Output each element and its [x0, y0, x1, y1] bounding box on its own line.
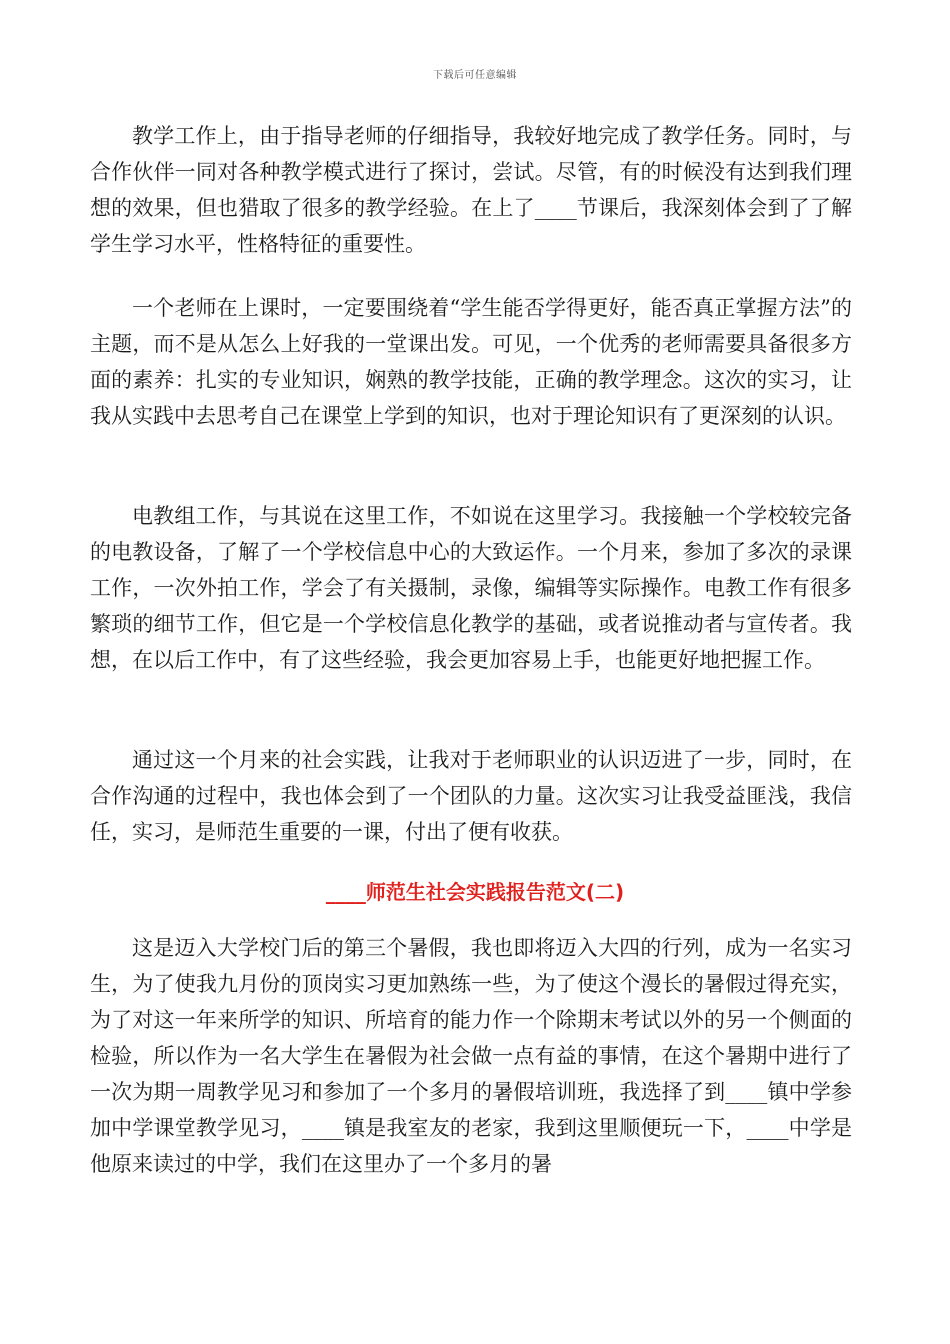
section-heading: ____师范生社会实践报告范文(二): [325, 880, 625, 904]
header-note: 下载后可任意编辑: [433, 70, 517, 81]
paragraph-teaching-work: 教学工作上，由于指导老师的仔细指导，我较好地完成了教学任务。同时，与合作伙伴一同对各种教学模式进行了探讨，尝试。尽管，有的时候没有达到我们理想的效果，但也猎取了很多的教学经验。在上了____节课后，我深刻体会到了了解学生学习水平，性格特征的重要性。: [90, 124, 852, 256]
paragraph-conclusion: 通过这一个月来的社会实践，让我对于老师职业的认识迈进了一步，同时，在合作沟通的过程中，我也体会到了一个团队的力量。这次实习让我受益匪浅，我信任，实习，是师范生重要的一课，付出了便有收获。: [90, 748, 852, 844]
paragraph-av-group: 电教组工作，与其说在这里工作，不如说在这里学习。我接触一个学校较完备的电教设备，了解了一个学校信息中心的大致运作。一个月来，参加了多次的录课工作，一次外拍工作，学会了有关摄制，录像，编辑等实际操作。电教工作有很多繁琐的细节工作，但它是一个学校信息化教学的基础，或者说推动者与宣传者。我想，在以后工作中，有了这些经验，我会更加容易上手，也能更好地把握工作。: [90, 504, 852, 672]
paragraph-teacher-qualities: 一个老师在上课时，一定要围绕着“学生能否学得更好，能否真正掌握方法”的主题，而不是从怎么上好我的一堂课出发。可见，一个优秀的老师需要具备很多方面的素养：扎实的专业知识，娴熟的教学技能，正确的教学理念。这次的实习，让我从实践中去思考自己在课堂上学到的知识，也对于理论知识有了更深刻的认识。: [90, 296, 852, 428]
paragraph-summer-practice: 这是迈入大学校门后的第三个暑假，我也即将迈入大四的行列，成为一名实习生，为了使我九月份的顶岗实习更加熟练一些，为了使这个漫长的暑假过得充实，为了对这一年来所学的知识、所培育的能力作一个除期末考试以外的另一个侧面的检验，所以作为一名大学生在暑假为社会做一点有益的事情，在这个暑期中进行了一次为期一周教学见习和参加了一个多月的暑假培训班，我选择了到____镇中学参加中学课堂教学见习，____镇是我室友的老家，我到这里顺便玩一下，____中学是他原来读过的中学，我们在这里办了一个多月的暑: [90, 936, 852, 1176]
